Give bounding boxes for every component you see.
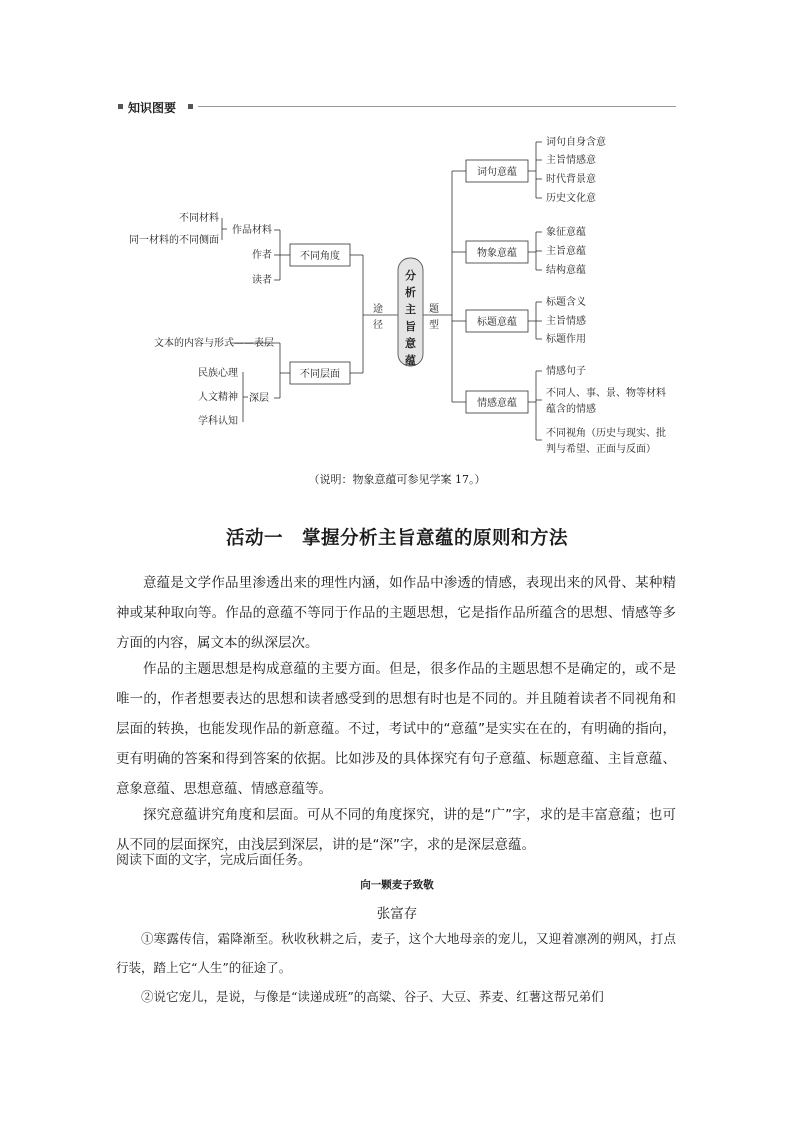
svg-text:主: 主 (405, 303, 416, 316)
activity-title: 活动一 掌握分析主旨意蕴的原则和方法 (225, 528, 568, 549)
svg-text:历史文化意: 历史文化意 (546, 193, 596, 204)
reading-author: 张富存 (376, 906, 418, 922)
deep-item-2: 人文精神 (198, 392, 238, 403)
svg-text:意: 意 (405, 337, 416, 350)
svg-text:析: 析 (405, 286, 416, 299)
svg-text:结构意蕴: 结构意蕴 (546, 265, 586, 276)
reading-paragraph-1: ①寒露传信，霜降渐至。秋收秋耕之后，麦子，这个大地母亲的宠儿，又迎着凛冽的朔风，打点行装，踏上它“人生”的征途了。 (116, 931, 676, 975)
path-label-2: 径 (373, 320, 383, 331)
svg-text:词句自身含意: 词句自身含意 (546, 137, 606, 148)
material-sub-2: 同一材料的不同侧面 (129, 235, 219, 246)
node-title-label: 标题意蕴 (477, 317, 517, 328)
svg-text:情感句子: 情感句子 (546, 366, 586, 377)
emotion-leaves (546, 364, 666, 455)
svg-text:标题含义: 标题含义 (546, 297, 586, 308)
material-sub-1: 不同材料 (179, 213, 219, 224)
paragraph-3: 探究意蕴讲究角度和层面。可从不同的角度探究，讲的是“广”字，求的是丰富意蕴；也可从不同的层面探究，由浅层到深层，讲的是“深”字，求的是深层意蕴。 (116, 807, 676, 853)
svg-text:蕴含的情感: 蕴含的情感 (546, 404, 596, 415)
type-label-2: 型 (429, 320, 439, 331)
node-emotion-label: 情感意蕴 (477, 398, 517, 409)
node-level-label: 不同层面 (300, 369, 340, 380)
svg-text:旨: 旨 (405, 320, 416, 333)
svg-text:主旨情感意: 主旨情感意 (546, 155, 596, 166)
svg-text:判与希望、正面与反面）: 判与希望、正面与反面） (546, 444, 656, 455)
words-leaves (546, 135, 606, 204)
svg-text:主旨意蕴: 主旨意蕴 (546, 246, 586, 257)
diagram-note: （说明：物象意蕴可参见学案 17。） (308, 473, 486, 486)
svg-text:象征意蕴: 象征意蕴 (546, 227, 586, 238)
svg-text:不同视角（历史与现实、批: 不同视角（历史与现实、批 (546, 428, 666, 439)
title-leaves (546, 295, 586, 345)
svg-text:主旨情感: 主旨情感 (546, 316, 586, 327)
angle-item-material: 作品材料 (232, 225, 272, 236)
reading-instruction: 阅读下面的文字，完成后面任务。 (116, 853, 312, 868)
paragraph-2: 作品的主题思想是构成意蕴的主要方面。但是，很多作品的主题思想不是确定的，或不是唯一的，作者想要表达的思想和读者感受到的思想有时也是不同的。并且随着读者不同视角和层面的转换，也能发现作品的新意蕴。不过，考试中的“意蕴”是实实在在的，有明确的指向，更有明确的答案和得到答案的依据。比如涉及的具体探究有句子意蕴、标题意蕴、主旨意蕴、意象意蕴、思想意蕴、情感意蕴等。 (116, 661, 676, 797)
reading-paragraph-2: ②说它宠儿，是说，与像是“读递成班”的高粱、谷子、大豆、荞麦、红薯这帮兄弟们 (141, 989, 604, 1004)
type-label-1: 题 (429, 304, 439, 315)
paragraph-1: 意蕴是文学作品里渗透出来的理性内涵，如作品中渗透的情感，表现出来的风骨、某种精神或某种取向等。作品的意蕴不等同于作品的主题思想，它是指作品所蕴含的思想、情感等多方面的内容，属文本的纵深层次。 (116, 575, 676, 651)
section-header: 知识图要 (128, 101, 177, 115)
svg-text:蕴: 蕴 (405, 354, 416, 367)
svg-text:时代背景意: 时代背景意 (546, 174, 596, 185)
node-words-label: 词句意蕴 (477, 167, 517, 178)
node-object-label: 物象意蕴 (477, 248, 517, 259)
object-leaves (546, 225, 586, 276)
svg-text:标题作用: 标题作用 (546, 334, 586, 345)
deep-item-1: 民族心理 (198, 368, 238, 379)
reading-title: 向一颗麦子致敬 (360, 879, 434, 891)
level-surface: 文本的内容与形式——表层 (154, 338, 274, 349)
svg-text:不同人、事、景、物等材料: 不同人、事、景、物等材料 (546, 388, 666, 399)
angle-item-author: 作者 (252, 250, 272, 261)
angle-item-reader: 读者 (252, 275, 272, 286)
mindmap-diagram (0, 0, 794, 470)
svg-text:分: 分 (405, 269, 416, 282)
deep-item-3: 学科认知 (198, 416, 238, 427)
level-deep-label: 深层 (249, 393, 269, 404)
node-angle-label: 不同角度 (300, 251, 340, 262)
path-label-1: 途 (373, 304, 383, 315)
